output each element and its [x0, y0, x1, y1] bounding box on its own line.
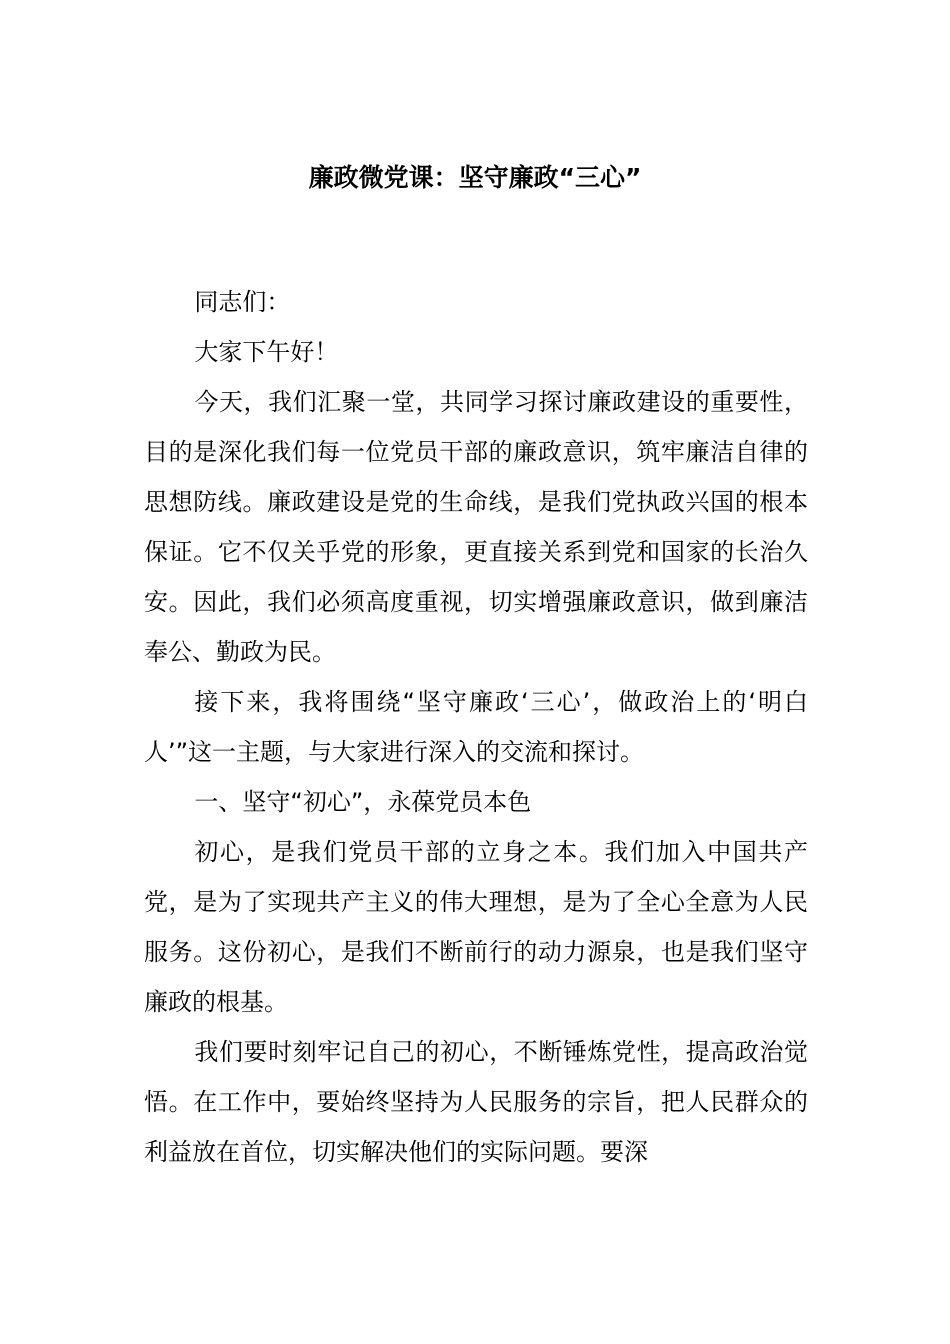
document-body [144, 277, 808, 1177]
paragraph-remember-heart: 我们要时刻牢记自己的初心，不断锤炼党性，提高政治觉悟。在工作中，要始终坚持为人民服务的宗旨，把人民群众的利益放在首位，切实解决他们的实际问题。要深 [144, 1038, 808, 1166]
document-title: 廉政微党课：坚守廉政“三心” [308, 163, 642, 192]
paragraph-initial-heart: 初心，是我们党员干部的立身之本。我们加入中国共产党，是为了实现共产主义的伟大理想，是为了全心全意为人民服务。这份初心，是我们不断前行的动力源泉，也是我们坚守廉政的根基。 [144, 838, 808, 1016]
salutation: 同志们： [194, 288, 291, 316]
paragraph-intro: 今天，我们汇聚一堂，共同学习探讨廉政建设的重要性，目的是深化我们每一位党员干部的廉政意识，筑牢廉洁自律的思想防线。廉政建设是党的生命线，是我们党执政兴国的根本保证。它不仅关乎党的形象，更直接关系到党和国家的长治久安。因此，我们必须高度重视，切实增强廉政意识，做到廉洁奉公、勤政为民。 [144, 388, 808, 666]
paragraph-theme: 接下来，我将围绕“坚守廉政‘三心’，做政治上的‘明白人’”这一主题，与大家进行深入的交流和探讨。 [144, 688, 808, 766]
section-heading-1: 一、坚守“初心”，永葆党员本色 [194, 788, 532, 816]
greeting: 大家下午好！ [194, 338, 339, 366]
